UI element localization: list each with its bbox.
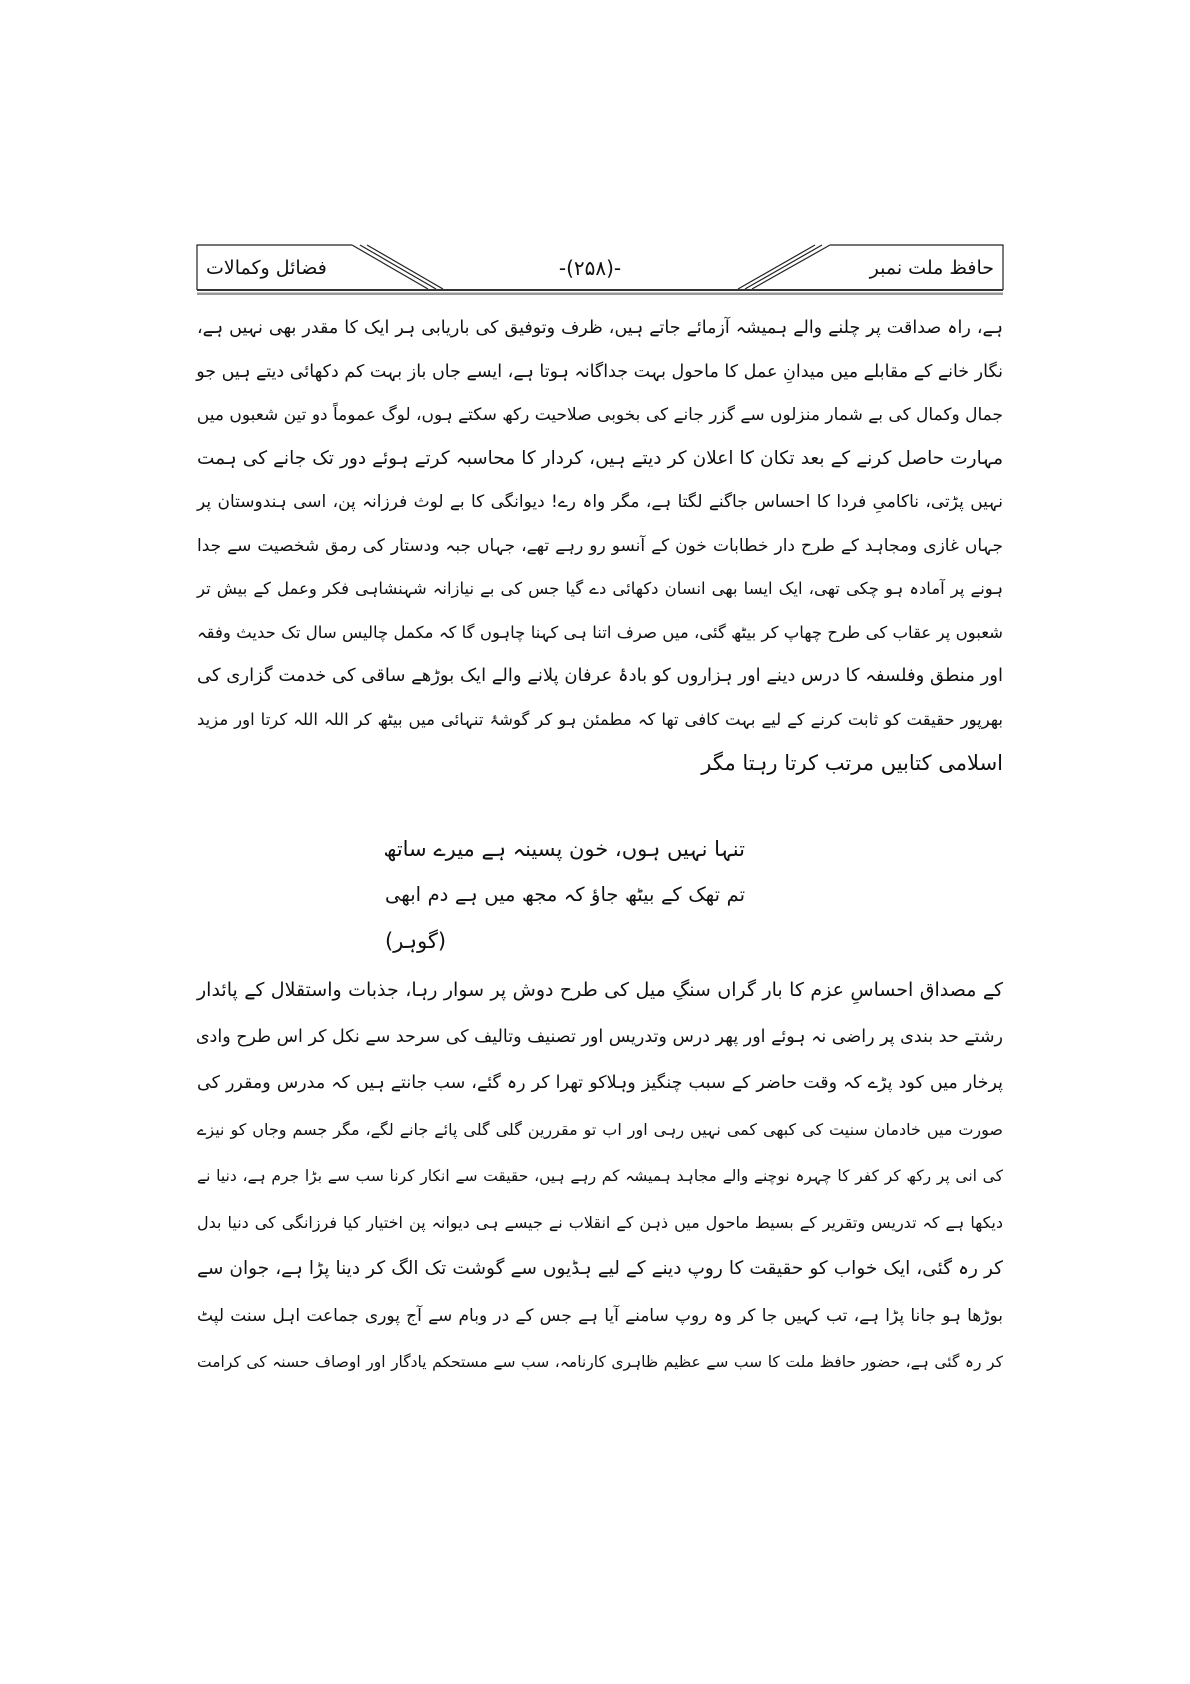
text-line: صورت میں خادمان سنیت کی کبھی کمی نہیں رہی اور اب تو مقررین گلی گلی پائے جانے لگے، مگر جسم وجاں کو نیزے xyxy=(197,1119,1003,1139)
verse-poet: (گوہر) xyxy=(385,929,447,953)
text-line: جہاں غازی ومجاہد کے طرح دار خطابات خون کے آنسو رو رہے تھے، جہاں جبہ ودستار کی رمق شخصیت سے جدا xyxy=(197,535,1003,556)
text-line: بھرپور حقیقت کو ثابت کرنے کے لیے بہت کافی تھا کہ مطمئن ہو کر گوشۂ تنہائی میں بیٹھ کر اللہ اللہ کرتا اور مزید xyxy=(197,709,1003,729)
text-line: کی انی پر رکھ کر کفر کا چہرہ نوچنے والے مجاہد ہمیشہ کم رہے ہیں، حقیقت سے انکار کرنا سب سے بڑا جرم ہے، دنیا نے xyxy=(197,1167,1003,1185)
text-line: دیکھا ہے کہ تدریس وتقریر کے بسیط ماحول میں ذہن کے انقلاب نے جیسے ہی دیوانہ پن اختیار کیا فرزانگی کی دنیا بدل xyxy=(197,1212,1003,1232)
text-line: رشتے حد بندی پر راضی نہ ہوئے اور پھر درس وتدریس اور تصنیف وتالیف کی سرحد سے نکل کر اس طرح وادی xyxy=(195,1026,1003,1047)
text-line: مہارت حاصل کرنے کے بعد تکان کا اعلان کر دیتے ہیں، کردار کا محاسبہ کرتے ہوئے دور تک جانے کی ہمت xyxy=(197,447,1003,469)
text-line: پرخار میں کود پڑے کہ وقت حاضر کے سبب چنگیز وہلاکو تھرا کر رہ گئے، سب جانتے ہیں کہ مدرس ومقرر کی xyxy=(197,1073,1003,1093)
text-line: بوڑھا ہو جانا پڑا ہے، تب کہیں جا کر وہ روپ سامنے آیا ہے جس کے در وبام سے آج پوری جماعت اہل سنت لپٹ xyxy=(197,1305,1003,1326)
header-publication-title: حافظ ملت نمبر xyxy=(869,257,994,279)
verse-line: تم تھک کے بیٹھ جاؤ کہ مجھ میں ہے دم ابھی xyxy=(385,883,745,906)
header-section-title: فضائل وکمالات xyxy=(206,257,327,279)
text-line: جمال وکمال کی بے شمار منزلوں سے گزر جانے کی بخوبی صلاحیت رکھ سکتے ہوں، لوگ عموماً دو تین شعبوں میں xyxy=(196,405,1003,425)
text-line: اور منطق وفلسفہ کا درس دینے اور ہزاروں کو بادۂ عرفان پلانے والے ایک بوڑھے ساقی کی خدمت گزاری کی xyxy=(197,665,1003,686)
text-line: ہے، راہ صداقت پر چلنے والے ہمیشہ آزمائے جاتے ہیں، ظرف وتوفیق کی باریابی ہر ایک کا مقدر بھی نہیں ہے، xyxy=(197,318,1003,338)
text-line: نہیں پڑتی، ناکامیِ فردا کا احساس جاگنے لگتا ہے، مگر واہ رے! دیوانگی کا بے لوث فرزانہ پن، اسی ہندوستان پر xyxy=(197,492,1003,512)
text-line: اسلامی کتابیں مرتب کرتا رہتا مگر xyxy=(701,751,1003,775)
text-line: شعبوں پر عقاب کی طرح چھاپ کر بیٹھ گئی، میں صرف اتنا ہی کہنا چاہوں گا کہ مکمل چالیس سال تک حدیث وفقہ xyxy=(197,622,1003,642)
text-line: کے مصداق احساسِ عزم کا بار گراں سنگِ میل کی طرح دوش پر سوار رہا، جذبات واستقلال کے پائدار xyxy=(197,979,1003,1001)
page-number: -(۲۵۸)- xyxy=(558,256,622,280)
text-line: کر رہ گئی، ایک خواب کو حقیقت کا روپ دینے کے لیے ہڈیوں سے گوشت تک الگ کر دینا پڑا ہے، جوان سے xyxy=(197,1258,1003,1279)
text-line: ہونے پر آمادہ ہو چکی تھی، ایک ایسا بھی انسان دکھائی دے گیا جس کی بے نیازانہ شہنشاہی فکر وعمل کے بیش تر xyxy=(197,579,1003,598)
text-line: کر رہ گئی ہے، حضور حافظ ملت کا سب سے عظیم ظاہری کارنامہ، سب سے مستحکم یادگار اور اوصاف حسنہ کی کرامت xyxy=(197,1353,1003,1371)
verse-line: تنہا نہیں ہوں، خون پسینہ ہے میرے ساتھ xyxy=(383,837,745,861)
text-line: نگار خانے کے مقابلے میں میدانِ عمل کا ماحول بہت جداگانہ ہوتا ہے، ایسے جاں باز بہت کم دکھائی دیتے ہیں جو xyxy=(196,361,1003,382)
